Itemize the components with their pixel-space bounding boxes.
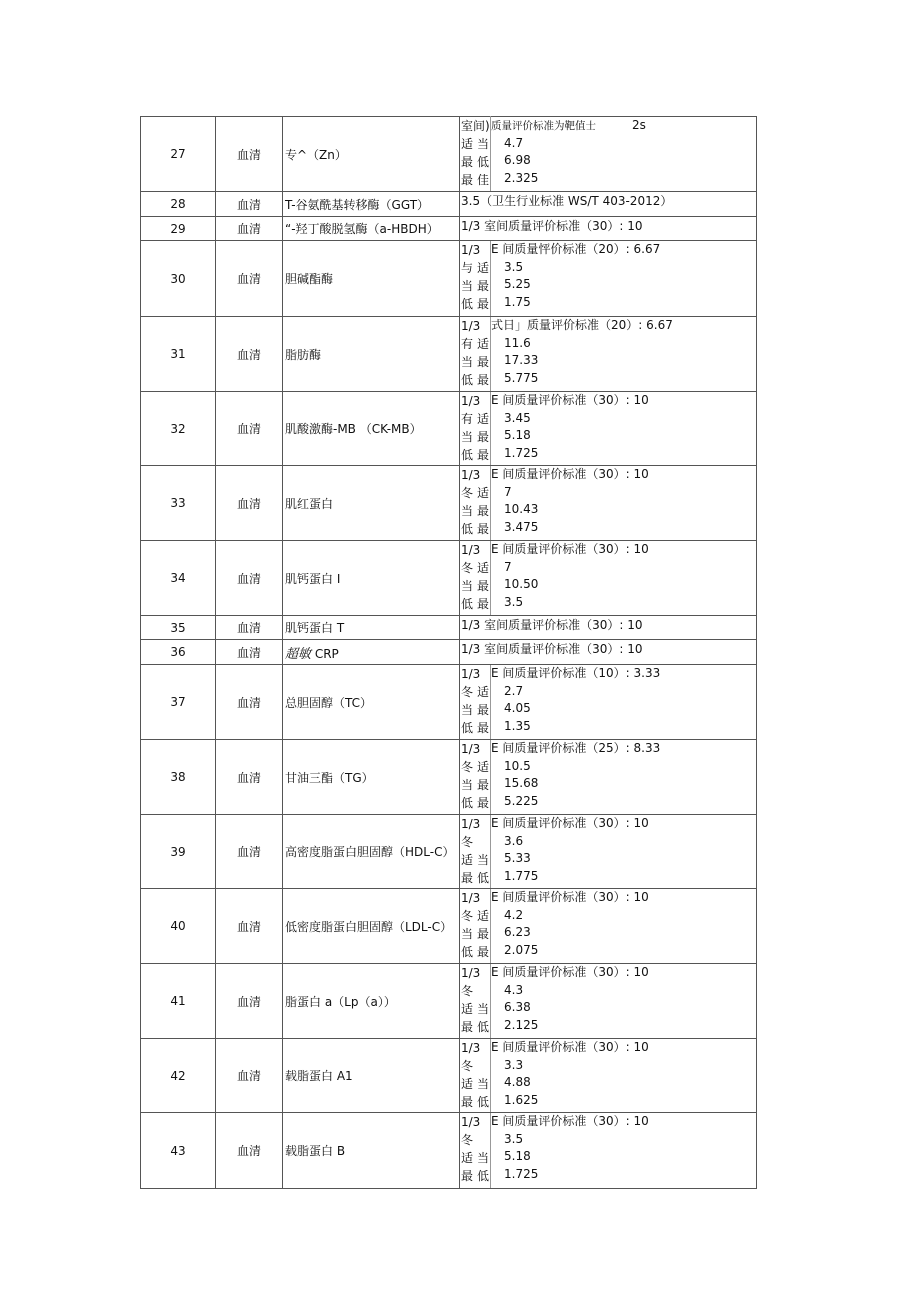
criteria-label: 当 最 (461, 778, 489, 792)
criteria-header: E 间质量评价标准（30）: 10 (491, 467, 649, 481)
criteria-header: E 间质量评价标准（10）: 3.33 (491, 666, 661, 680)
optimal-value: 5.25 (504, 277, 531, 291)
criteria-label: 1/3 (461, 667, 481, 681)
desirable-value: 7 (504, 484, 512, 499)
criteria-label-cell (460, 889, 491, 964)
test-item: 脂肪酶 (283, 317, 460, 392)
specimen-type: 血清 (216, 740, 283, 815)
specimen-type: 血清 (216, 466, 283, 541)
criteria-label: 低 最 (461, 448, 489, 462)
optimal-value: 6.98 (504, 153, 531, 167)
criteria-label: 1/3 (461, 966, 481, 980)
criteria-label: 低 最 (461, 796, 489, 810)
optimal-value: 5.18 (504, 428, 531, 442)
optimal-value: 15.68 (504, 776, 539, 790)
criteria-label: 适 当 (461, 1151, 489, 1165)
test-item: 脂蛋白 a（Lp（a）） (283, 964, 460, 1039)
criteria-full-text: 1/3 室间质量评价标准（30）: 10 (460, 640, 757, 665)
test-item-italic: 超敏 (285, 646, 312, 662)
minimum-value: 3.475 (504, 519, 539, 534)
specimen-type: 血清 (216, 541, 283, 616)
criteria-values-cell (491, 117, 757, 192)
test-item: 低密度脂蛋白胆固醇（LDL-C） (283, 889, 460, 964)
desirable-value: 4.2 (504, 907, 524, 922)
criteria-label-cell (460, 317, 491, 392)
criteria-values-cell (491, 815, 757, 889)
table-row (141, 1039, 757, 1113)
criteria-label-cell (460, 392, 491, 466)
specimen-type: 血清 (216, 665, 283, 740)
desirable-value: 10.5 (504, 758, 531, 773)
criteria-label: 最 低 (461, 1169, 489, 1183)
table-row (141, 740, 757, 815)
criteria-header: 质量评价标准为靶值士 (491, 120, 596, 132)
test-item: 甘油三酯（TG） (283, 740, 460, 815)
row-number: 28 (141, 192, 216, 217)
test-item: 总胆固醇（TC） (283, 665, 460, 740)
criteria-label: 最 低 (461, 155, 489, 169)
criteria-label: 冬 (461, 984, 474, 998)
minimum-value: 1.625 (504, 1092, 539, 1107)
criteria-label-cell (460, 117, 491, 192)
criteria-label: 低 最 (461, 297, 489, 311)
criteria-label: 低 最 (461, 721, 489, 735)
specimen-type: 血清 (216, 217, 283, 241)
row-number: 41 (141, 964, 216, 1039)
minimum-value: 1.75 (504, 294, 531, 309)
optimal-value: 10.50 (504, 577, 539, 591)
row-number: 27 (141, 117, 216, 192)
criteria-header: E 间质量评价标准（25）: 8.33 (491, 741, 661, 755)
desirable-value: 3.5 (504, 1131, 524, 1146)
row-number: 35 (141, 616, 216, 640)
criteria-label: 最佳 (461, 173, 489, 187)
minimum-value: 5.775 (504, 370, 539, 385)
criteria-label: 与 适 (461, 261, 489, 275)
criteria-label: 冬 适 (461, 760, 489, 774)
row-number: 37 (141, 665, 216, 740)
table-row (141, 317, 757, 392)
row-number: 43 (141, 1113, 216, 1189)
criteria-label: 1/3 (461, 394, 481, 408)
table-row (141, 815, 757, 889)
criteria-full-text: 1/3 室间质量评价标准（30）: 10 (460, 616, 757, 640)
criteria-label: 1/3 (461, 243, 481, 257)
criteria-label: 低 最 (461, 597, 489, 611)
minimum-value: 2.075 (504, 942, 539, 957)
criteria-label-cell (460, 241, 491, 317)
criteria-label-cell (460, 1039, 491, 1113)
criteria-label: 适 当 (461, 1002, 489, 1016)
criteria-label: 1/3 (461, 1041, 481, 1055)
table-row (141, 964, 757, 1039)
criteria-label-cell (460, 815, 491, 889)
criteria-label: 冬 适 (461, 685, 489, 699)
criteria-full-text: 3.5（卫生行业标准 WS/T 403-2012） (460, 192, 757, 217)
criteria-label: 当 最 (461, 579, 489, 593)
criteria-label-cell (460, 541, 491, 616)
test-item: 载脂蛋白 B (283, 1113, 460, 1189)
row-number: 36 (141, 640, 216, 665)
criteria-label: 当 最 (461, 355, 489, 369)
optimal-value: 5.18 (504, 1149, 531, 1163)
criteria-values-cell (491, 466, 757, 541)
test-item: “-羟丁酸脱氢酶（a-HBDH） (283, 217, 460, 241)
row-number: 30 (141, 241, 216, 317)
criteria-label: 适 当 (461, 853, 489, 867)
criteria-label: 1/3 (461, 468, 481, 482)
minimum-value: 2.325 (504, 170, 539, 185)
criteria-header: E 间质量评价标准（30）: 10 (491, 816, 649, 830)
desirable-value: 7 (504, 559, 512, 574)
desirable-value: 4.7 (504, 135, 524, 150)
test-item: 专^（Zn） (283, 117, 460, 192)
row-number: 42 (141, 1039, 216, 1113)
criteria-label: 适 当 (461, 1077, 489, 1091)
optimal-value: 6.38 (504, 1000, 531, 1014)
criteria-header-extra: 2s (632, 118, 646, 132)
criteria-label: 当 最 (461, 279, 489, 293)
test-item: 载脂蛋白 A1 (283, 1039, 460, 1113)
test-item: T-谷氨酰基转移酶（GGT） (283, 192, 460, 217)
minimum-value: 1.35 (504, 718, 531, 733)
criteria-label: 有 适 (461, 337, 489, 351)
criteria-label-cell (460, 740, 491, 815)
specimen-type: 血清 (216, 117, 283, 192)
desirable-value: 3.45 (504, 410, 531, 425)
row-number: 39 (141, 815, 216, 889)
test-item: 肌酸激酶-MB （CK-MB） (283, 392, 460, 466)
table-row (141, 640, 757, 665)
desirable-value: 4.3 (504, 982, 524, 997)
criteria-label: 当 最 (461, 927, 489, 941)
test-item: 肌红蛋白 (283, 466, 460, 541)
specimen-type: 血清 (216, 616, 283, 640)
row-number: 38 (141, 740, 216, 815)
table-row (141, 466, 757, 541)
criteria-label: 当 最 (461, 504, 489, 518)
criteria-label: 冬 (461, 1133, 474, 1147)
specimen-type: 血清 (216, 964, 283, 1039)
table-row (141, 392, 757, 466)
table-row (141, 192, 757, 217)
criteria-label: 1/3 (461, 543, 481, 557)
table-row (141, 665, 757, 740)
test-item: 高密度脂蛋白胆固醇（HDL-C） (283, 815, 460, 889)
criteria-label-cell (460, 964, 491, 1039)
criteria-label: 1/3 (461, 1115, 481, 1129)
row-number: 32 (141, 392, 216, 466)
criteria-label: 1/3 (461, 319, 481, 333)
criteria-label: 最 低 (461, 1020, 489, 1034)
criteria-label: 低 最 (461, 373, 489, 387)
criteria-full-text: 1/3 室间质量评价标准（30）: 10 (460, 217, 757, 241)
criteria-label: 有 适 (461, 412, 489, 426)
specimen-type: 血清 (216, 1113, 283, 1189)
criteria-label: 最 低 (461, 871, 489, 885)
criteria-values-cell (491, 392, 757, 466)
criteria-header: E 间质量评价标准（30）: 10 (491, 1040, 649, 1054)
specimen-type: 血清 (216, 317, 283, 392)
criteria-values-cell (491, 317, 757, 392)
row-number: 40 (141, 889, 216, 964)
desirable-value: 3.3 (504, 1057, 524, 1072)
criteria-values-cell (491, 665, 757, 740)
table-row (141, 117, 757, 192)
specimen-type: 血清 (216, 889, 283, 964)
test-item: 肌钙蛋白 T (283, 616, 460, 640)
table-row (141, 541, 757, 616)
desirable-value: 2.7 (504, 683, 524, 698)
criteria-values-cell (491, 1113, 757, 1189)
optimal-value: 4.88 (504, 1075, 531, 1089)
minimum-value: 3.5 (504, 594, 524, 609)
optimal-value: 6.23 (504, 925, 531, 939)
row-number: 29 (141, 217, 216, 241)
minimum-value: 5.225 (504, 793, 539, 808)
table-row (141, 217, 757, 241)
criteria-label: 冬 (461, 1059, 474, 1073)
criteria-label: 1/3 (461, 817, 481, 831)
criteria-values-cell (491, 740, 757, 815)
test-item-text: CRP (314, 646, 339, 661)
criteria-label-cell (460, 466, 491, 541)
table-row (141, 1113, 757, 1189)
criteria-label: 1/3 (461, 891, 481, 905)
criteria-label-cell (460, 1113, 491, 1189)
criteria-label: 当 最 (461, 430, 489, 444)
criteria-header: E 间质量评价标准（30）: 10 (491, 1114, 649, 1128)
test-item: 肌钙蛋白 I (283, 541, 460, 616)
criteria-label: 低 最 (461, 945, 489, 959)
criteria-label: 适 当 (461, 137, 489, 151)
criteria-label: 冬 (461, 835, 474, 849)
desirable-value: 3.6 (504, 833, 524, 848)
criteria-label: 当 最 (461, 703, 489, 717)
minimum-value: 1.775 (504, 868, 539, 883)
criteria-label: 最 低 (461, 1095, 489, 1109)
optimal-value: 5.33 (504, 851, 531, 865)
criteria-values-cell (491, 541, 757, 616)
specimen-type: 血清 (216, 1039, 283, 1113)
criteria-header: E 间质量怦价标准（20）: 6.67 (491, 242, 661, 256)
table-row (141, 889, 757, 964)
table-row (141, 616, 757, 640)
specimen-type: 血清 (216, 815, 283, 889)
criteria-label: 1/3 (461, 742, 481, 756)
desirable-value: 3.5 (504, 259, 524, 274)
quality-standards-table (140, 116, 757, 1189)
criteria-label: 冬 适 (461, 909, 489, 923)
table-row (141, 241, 757, 317)
optimal-value: 10.43 (504, 502, 539, 516)
criteria-label: 冬 适 (461, 486, 489, 500)
row-number: 31 (141, 317, 216, 392)
specimen-type: 血清 (216, 241, 283, 317)
specimen-type: 血清 (216, 392, 283, 466)
test-item (283, 640, 460, 665)
minimum-value: 1.725 (504, 1166, 539, 1181)
desirable-value: 11.6 (504, 335, 531, 350)
optimal-value: 4.05 (504, 701, 531, 715)
criteria-label: 冬 适 (461, 561, 489, 575)
specimen-type: 血清 (216, 192, 283, 217)
criteria-label-cell (460, 665, 491, 740)
minimum-value: 1.725 (504, 445, 539, 460)
criteria-values-cell (491, 889, 757, 964)
criteria-values-cell (491, 241, 757, 317)
specimen-type: 血清 (216, 640, 283, 665)
criteria-header: E 间质量评价标准（30）: 10 (491, 890, 649, 904)
minimum-value: 2.125 (504, 1017, 539, 1032)
test-item: 胆碱酯酶 (283, 241, 460, 317)
row-number: 33 (141, 466, 216, 541)
criteria-header: E 间质量评价标准（30）: 10 (491, 965, 649, 979)
criteria-values-cell (491, 964, 757, 1039)
criteria-header: 式日」质量评价标准（20）: 6.67 (491, 318, 673, 332)
criteria-label: 室间) (461, 119, 490, 133)
criteria-header: E 间质量评价标准（30）: 10 (491, 542, 649, 556)
optimal-value: 17.33 (504, 353, 539, 367)
criteria-values-cell (491, 1039, 757, 1113)
criteria-header: E 间质量评价标准（30）: 10 (491, 393, 649, 407)
criteria-label: 低 最 (461, 522, 489, 536)
row-number: 34 (141, 541, 216, 616)
